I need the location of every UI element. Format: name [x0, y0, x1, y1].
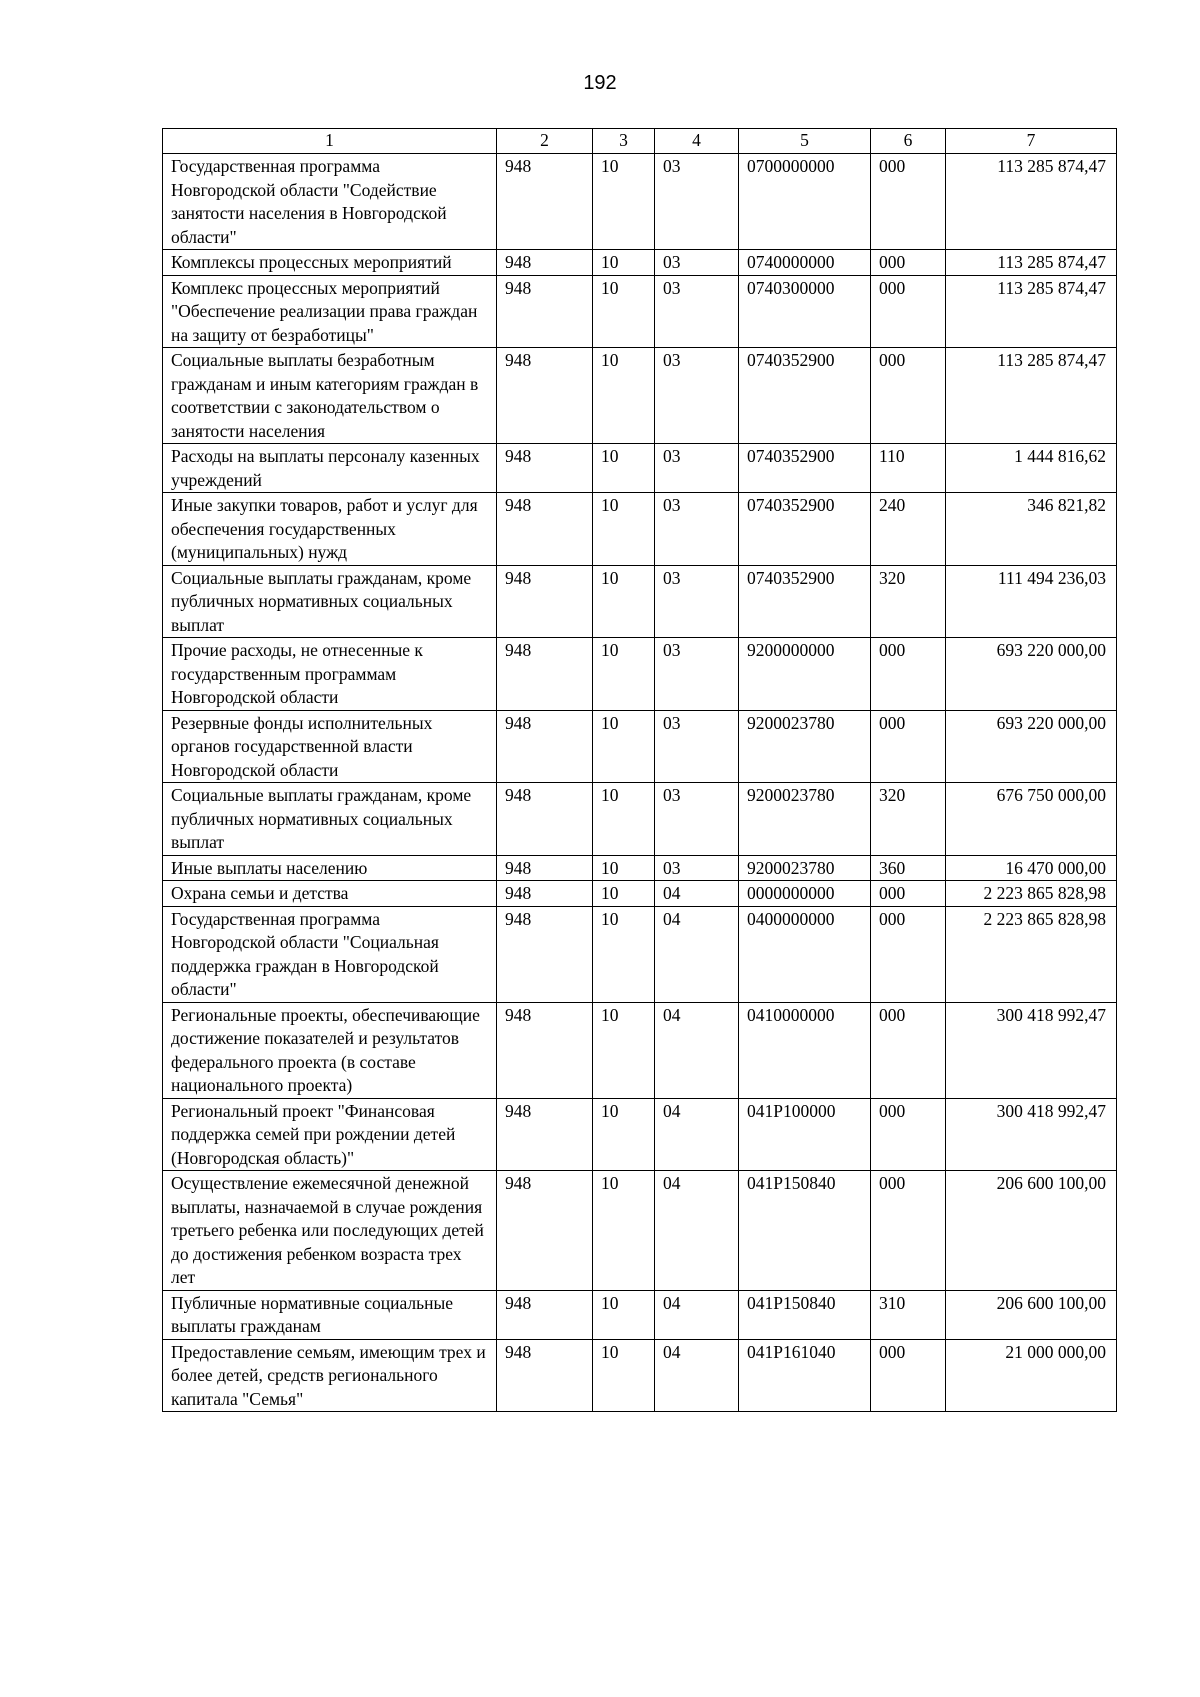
subsection-code: 04: [655, 1002, 739, 1098]
ministry-code: 948: [497, 638, 593, 711]
table-row: [163, 710, 1117, 783]
ministry-code: 948: [497, 906, 593, 1002]
table-row: [163, 250, 1117, 276]
amount: 206 600 100,00: [946, 1290, 1117, 1339]
amount: 111 494 236,03: [946, 565, 1117, 638]
table-row: [163, 906, 1117, 1002]
amount: 113 285 874,47: [946, 275, 1117, 348]
section-code: 10: [593, 1171, 655, 1291]
section-code: 10: [593, 1339, 655, 1412]
item-name: Государственная программа Новгородской области "Содействие занятости населения в Новгородской области": [163, 154, 497, 250]
section-code: 10: [593, 250, 655, 276]
item-name: Государственная программа Новгородской области "Социальная поддержка граждан в Новгородской области": [163, 906, 497, 1002]
item-name: Региональный проект "Финансовая поддержка семей при рождении детей (Новгородская область)": [163, 1098, 497, 1171]
expense-type-code: 000: [871, 1098, 946, 1171]
item-name: Социальные выплаты гражданам, кроме публичных нормативных социальных выплат: [163, 565, 497, 638]
table-row: [163, 855, 1117, 881]
item-name: Осуществление ежемесячной денежной выплаты, назначаемой в случае рождения третьего ребенка или последующих детей до достижения ребенком возраста трех лет: [163, 1171, 497, 1291]
subsection-code: 03: [655, 444, 739, 493]
column-header: 5: [739, 129, 871, 154]
expense-type-code: 240: [871, 493, 946, 566]
table-row: [163, 493, 1117, 566]
item-name: Социальные выплаты безработным гражданам и иным категориям граждан в соответствии с законодательством о занятости населения: [163, 348, 497, 444]
subsection-code: 04: [655, 1171, 739, 1291]
amount: 21 000 000,00: [946, 1339, 1117, 1412]
section-code: 10: [593, 710, 655, 783]
table-row: [163, 783, 1117, 856]
item-name: Предоставление семьям, имеющим трех и более детей, средств регионального капитала "Семья": [163, 1339, 497, 1412]
amount: 2 223 865 828,98: [946, 906, 1117, 1002]
amount: 113 285 874,47: [946, 154, 1117, 250]
subsection-code: 03: [655, 710, 739, 783]
expense-type-code: 000: [871, 1171, 946, 1291]
target-item-code: 9200000000: [739, 638, 871, 711]
target-item-code: 0740000000: [739, 250, 871, 276]
section-code: 10: [593, 1290, 655, 1339]
amount: 206 600 100,00: [946, 1171, 1117, 1291]
target-item-code: 041P150840: [739, 1290, 871, 1339]
subsection-code: 03: [655, 154, 739, 250]
ministry-code: 948: [497, 1290, 593, 1339]
column-header: 1: [163, 129, 497, 154]
item-name: Региональные проекты, обеспечивающие достижение показателей и результатов федерального проекта (в составе национального проекта): [163, 1002, 497, 1098]
expense-type-code: 000: [871, 250, 946, 276]
target-item-code: 9200023780: [739, 710, 871, 783]
item-name: Расходы на выплаты персоналу казенных учреждений: [163, 444, 497, 493]
column-header: 4: [655, 129, 739, 154]
subsection-code: 04: [655, 881, 739, 907]
expense-type-code: 000: [871, 275, 946, 348]
budget-table: [162, 128, 1117, 1412]
item-name: Охрана семьи и детства: [163, 881, 497, 907]
amount: 1 444 816,62: [946, 444, 1117, 493]
column-header: 7: [946, 129, 1117, 154]
expense-type-code: 110: [871, 444, 946, 493]
table-row: [163, 348, 1117, 444]
section-code: 10: [593, 855, 655, 881]
target-item-code: 0000000000: [739, 881, 871, 907]
item-name: Публичные нормативные социальные выплаты гражданам: [163, 1290, 497, 1339]
expense-type-code: 360: [871, 855, 946, 881]
amount: 300 418 992,47: [946, 1098, 1117, 1171]
subsection-code: 03: [655, 275, 739, 348]
amount: 113 285 874,47: [946, 250, 1117, 276]
target-item-code: 0700000000: [739, 154, 871, 250]
amount: 346 821,82: [946, 493, 1117, 566]
target-item-code: 0740352900: [739, 493, 871, 566]
amount: 676 750 000,00: [946, 783, 1117, 856]
expense-type-code: 000: [871, 348, 946, 444]
section-code: 10: [593, 565, 655, 638]
item-name: Иные закупки товаров, работ и услуг для обеспечения государственных (муниципальных) нужд: [163, 493, 497, 566]
section-code: 10: [593, 638, 655, 711]
target-item-code: 041P100000: [739, 1098, 871, 1171]
target-item-code: 0410000000: [739, 1002, 871, 1098]
amount: 2 223 865 828,98: [946, 881, 1117, 907]
amount: 16 470 000,00: [946, 855, 1117, 881]
expense-type-code: 000: [871, 1339, 946, 1412]
subsection-code: 03: [655, 783, 739, 856]
expense-type-code: 320: [871, 783, 946, 856]
expense-type-code: 000: [871, 154, 946, 250]
item-name: Социальные выплаты гражданам, кроме публичных нормативных социальных выплат: [163, 783, 497, 856]
section-code: 10: [593, 1002, 655, 1098]
ministry-code: 948: [497, 1171, 593, 1291]
ministry-code: 948: [497, 444, 593, 493]
subsection-code: 03: [655, 493, 739, 566]
ministry-code: 948: [497, 855, 593, 881]
ministry-code: 948: [497, 1339, 593, 1412]
target-item-code: 0740300000: [739, 275, 871, 348]
subsection-code: 04: [655, 1290, 739, 1339]
table-row: [163, 275, 1117, 348]
expense-type-code: 310: [871, 1290, 946, 1339]
ministry-code: 948: [497, 881, 593, 907]
expense-type-code: 000: [871, 906, 946, 1002]
ministry-code: 948: [497, 565, 593, 638]
item-name: Иные выплаты населению: [163, 855, 497, 881]
table-row: [163, 881, 1117, 907]
table-row: [163, 1171, 1117, 1291]
ministry-code: 948: [497, 783, 593, 856]
table-row: [163, 1098, 1117, 1171]
ministry-code: 948: [497, 1098, 593, 1171]
amount: 113 285 874,47: [946, 348, 1117, 444]
subsection-code: 04: [655, 1098, 739, 1171]
table-row: [163, 1290, 1117, 1339]
section-code: 10: [593, 275, 655, 348]
header-row: [163, 129, 1117, 154]
target-item-code: 9200023780: [739, 855, 871, 881]
target-item-code: 0740352900: [739, 444, 871, 493]
expense-type-code: 000: [871, 710, 946, 783]
table-row: [163, 1339, 1117, 1412]
subsection-code: 03: [655, 565, 739, 638]
table-row: [163, 154, 1117, 250]
ministry-code: 948: [497, 275, 593, 348]
subsection-code: 03: [655, 855, 739, 881]
target-item-code: 0740352900: [739, 348, 871, 444]
section-code: 10: [593, 493, 655, 566]
amount: 693 220 000,00: [946, 638, 1117, 711]
ministry-code: 948: [497, 1002, 593, 1098]
column-header: 6: [871, 129, 946, 154]
table-row: [163, 565, 1117, 638]
section-code: 10: [593, 906, 655, 1002]
target-item-code: 9200023780: [739, 783, 871, 856]
section-code: 10: [593, 881, 655, 907]
item-name: Комплексы процессных мероприятий: [163, 250, 497, 276]
table-row: [163, 638, 1117, 711]
expense-type-code: 000: [871, 1002, 946, 1098]
item-name: Комплекс процессных мероприятий "Обеспечение реализации права граждан на защиту от безработицы": [163, 275, 497, 348]
target-item-code: 0400000000: [739, 906, 871, 1002]
ministry-code: 948: [497, 348, 593, 444]
subsection-code: 03: [655, 638, 739, 711]
amount: 693 220 000,00: [946, 710, 1117, 783]
target-item-code: 041P150840: [739, 1171, 871, 1291]
section-code: 10: [593, 348, 655, 444]
item-name: Прочие расходы, не отнесенные к государственным программам Новгородской области: [163, 638, 497, 711]
table-row: [163, 444, 1117, 493]
section-code: 10: [593, 783, 655, 856]
page-number: 192: [583, 72, 617, 94]
expense-type-code: 000: [871, 638, 946, 711]
ministry-code: 948: [497, 154, 593, 250]
subsection-code: 03: [655, 348, 739, 444]
expense-type-code: 320: [871, 565, 946, 638]
ministry-code: 948: [497, 493, 593, 566]
section-code: 10: [593, 444, 655, 493]
target-item-code: 0740352900: [739, 565, 871, 638]
ministry-code: 948: [497, 250, 593, 276]
table-row: [163, 1002, 1117, 1098]
target-item-code: 041P161040: [739, 1339, 871, 1412]
column-header: 3: [593, 129, 655, 154]
subsection-code: 04: [655, 906, 739, 1002]
section-code: 10: [593, 154, 655, 250]
subsection-code: 04: [655, 1339, 739, 1412]
item-name: Резервные фонды исполнительных органов государственной власти Новгородской области: [163, 710, 497, 783]
amount: 300 418 992,47: [946, 1002, 1117, 1098]
ministry-code: 948: [497, 710, 593, 783]
expense-type-code: 000: [871, 881, 946, 907]
section-code: 10: [593, 1098, 655, 1171]
column-header: 2: [497, 129, 593, 154]
subsection-code: 03: [655, 250, 739, 276]
